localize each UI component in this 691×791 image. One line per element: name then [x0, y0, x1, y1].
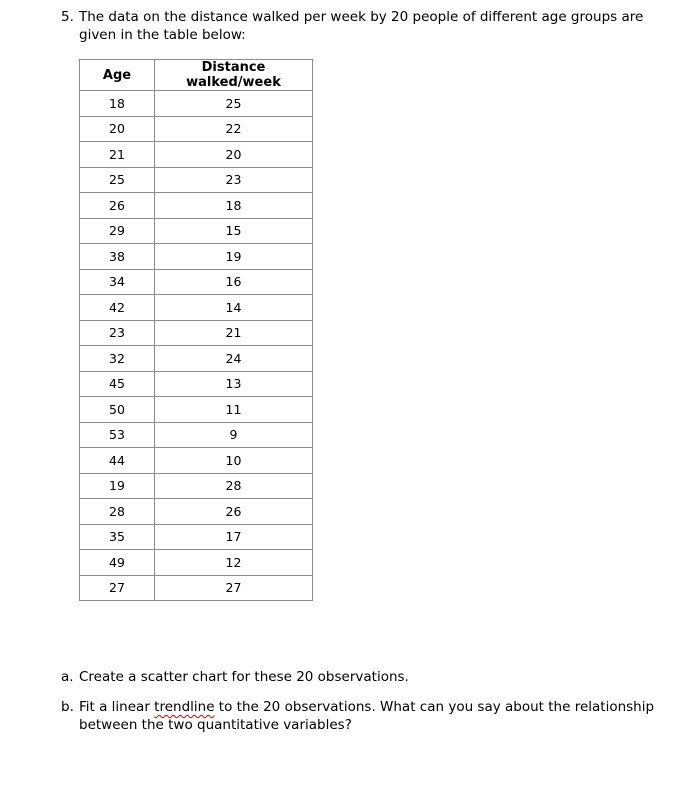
cell-distance: 16	[155, 269, 313, 295]
table-row	[80, 550, 313, 576]
cell-distance: 15	[155, 218, 313, 244]
question-number: 5.	[61, 9, 74, 25]
table-row	[80, 448, 313, 474]
cell-distance: 9	[155, 422, 313, 448]
cell-distance: 10	[155, 448, 313, 474]
cell-distance: 11	[155, 397, 313, 423]
table-row	[80, 218, 313, 244]
table-row	[80, 295, 313, 321]
part-b-label: b.	[61, 699, 74, 715]
table-row	[80, 244, 313, 270]
cell-age: 45	[80, 371, 155, 397]
cell-distance: 27	[155, 575, 313, 601]
cell-age: 53	[80, 422, 155, 448]
table-body	[80, 91, 313, 601]
cell-age: 25	[80, 167, 155, 193]
cell-distance: 28	[155, 473, 313, 499]
part-a-text: Create a scatter chart for these 20 observations.	[79, 669, 409, 685]
spellcheck-flagged-word[interactable]: trendline	[154, 699, 215, 715]
cell-age: 20	[80, 116, 155, 142]
cell-age: 49	[80, 550, 155, 576]
part-b-text-end: to the 20 observations. What can you say about the relationship	[214, 699, 655, 715]
cell-age: 38	[80, 244, 155, 270]
part-a-label: a.	[61, 669, 74, 685]
cell-age: 34	[80, 269, 155, 295]
cell-distance: 19	[155, 244, 313, 270]
cell-age: 19	[80, 473, 155, 499]
cell-age: 42	[80, 295, 155, 321]
table-row	[80, 91, 313, 117]
question-line-2: given in the table below:	[79, 26, 246, 43]
table-row	[80, 575, 313, 601]
cell-age: 32	[80, 346, 155, 372]
cell-age: 23	[80, 320, 155, 346]
table-row	[80, 371, 313, 397]
table-row	[80, 167, 313, 193]
part-b	[61, 699, 661, 734]
cell-distance: 26	[155, 499, 313, 525]
table-row	[80, 116, 313, 142]
header-distance: Distance walked/week	[155, 60, 313, 91]
table-row	[80, 320, 313, 346]
cell-distance: 21	[155, 320, 313, 346]
part-b-line-2: between the two quantitative variables?	[79, 716, 352, 733]
cell-distance: 23	[155, 167, 313, 193]
cell-distance: 24	[155, 346, 313, 372]
table-row	[80, 473, 313, 499]
cell-age: 26	[80, 193, 155, 219]
question-line-1: The data on the distance walked per week by 20 people of different age groups are	[79, 9, 644, 25]
table-row	[80, 193, 313, 219]
cell-distance: 25	[155, 91, 313, 117]
cell-age: 44	[80, 448, 155, 474]
question-5	[61, 9, 661, 44]
cell-distance: 20	[155, 142, 313, 168]
data-table	[79, 59, 313, 601]
cell-distance: 14	[155, 295, 313, 321]
table-row	[80, 524, 313, 550]
table-row	[80, 397, 313, 423]
table-row	[80, 346, 313, 372]
table-row	[80, 142, 313, 168]
table-header-row	[80, 60, 313, 91]
table-row	[80, 269, 313, 295]
cell-age: 28	[80, 499, 155, 525]
cell-distance: 18	[155, 193, 313, 219]
cell-distance: 22	[155, 116, 313, 142]
part-a	[61, 669, 661, 687]
header-age: Age	[80, 60, 155, 91]
cell-distance: 13	[155, 371, 313, 397]
cell-age: 18	[80, 91, 155, 117]
cell-distance: 17	[155, 524, 313, 550]
part-b-text-start: Fit a linear	[79, 699, 155, 715]
cell-distance: 12	[155, 550, 313, 576]
cell-age: 21	[80, 142, 155, 168]
table-row	[80, 499, 313, 525]
cell-age: 35	[80, 524, 155, 550]
cell-age: 50	[80, 397, 155, 423]
table-row	[80, 422, 313, 448]
cell-age: 29	[80, 218, 155, 244]
cell-age: 27	[80, 575, 155, 601]
